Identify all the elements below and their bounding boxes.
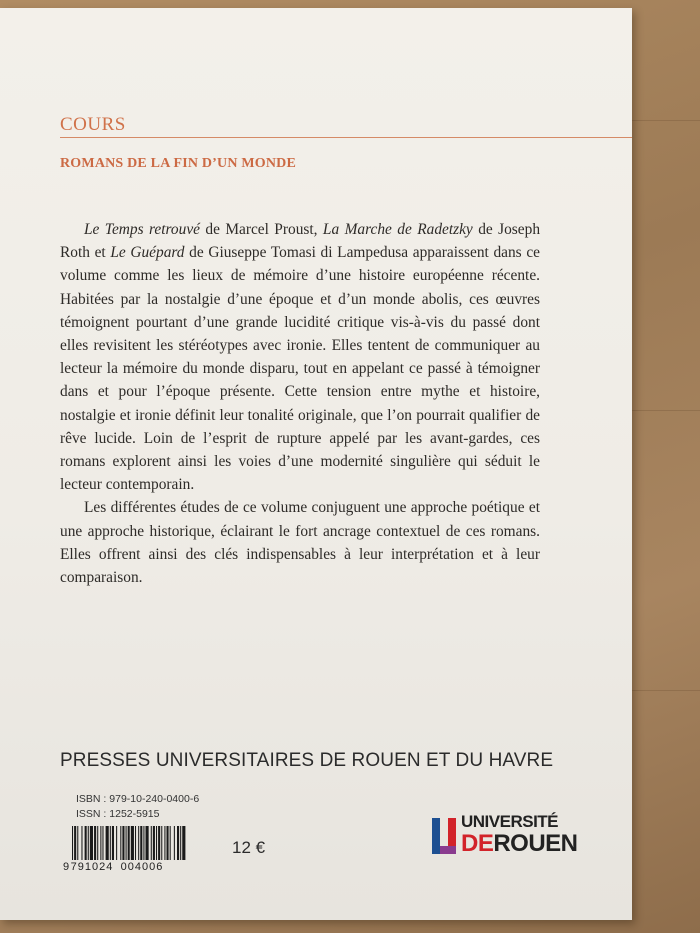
- logo-mark-bar-purple: [440, 846, 456, 854]
- barcode-bar: [94, 826, 96, 860]
- barcode-bar: [106, 826, 109, 860]
- barcode-bar: [167, 826, 169, 860]
- blurb-text-fragment: de Giuseppe Tomasi di Lampedusa apparaissent dans ce volume comme les lieux de mémoire d’une histoire européenne récente. Habitées par la nostalgie d’une époque et d’un monde abolis, ces œuvres témoignent pourtant d’une grande lucidité critique vis-à-vis du passé dont elles revisitent les stéréotypes avec ironie. Elles tentent de communiquer au lecteur la mémoire du monde disparu, tout en appelant ce passé à témoigner dans et pour l’époque présente. Cette tension entre mythe et histoire, nostalgie et ironie définit leur tonalité originale, que l’on pourrait qualifier de rêve lucide. Loin de l’esprit de rupture appelé par les avant-gardes, ces romans explorent ainsi les voies d’une modernité singulière qui séduit le lecteur contemporain.: [60, 244, 540, 494]
- barcode-bar: [156, 826, 157, 860]
- blurb-paragraph-2: Les différentes études de ce volume conjuguent une approche poétique et une approche historique, éclairant le fort ancrage contextuel de ces romans. Elles offrent ainsi des clés indispensables à leur interprétation et à leur comparaison.: [60, 499, 540, 587]
- barcode: [62, 824, 222, 872]
- barcode-bar: [177, 826, 179, 860]
- isbn: ISBN : 979-10-240-0400-6: [76, 793, 200, 805]
- series-divider: [60, 137, 632, 138]
- barcode-bar: [161, 826, 162, 860]
- logo-text-line2: [461, 830, 578, 858]
- barcode-bar: [85, 826, 87, 860]
- barcode-bar: [112, 826, 114, 860]
- barcode-bar: [116, 826, 117, 860]
- series-label: COURS: [60, 114, 126, 135]
- logo-text-line1: UNIVERSITÉ: [461, 812, 559, 831]
- blurb-text-fragment: de Joseph Roth et: [60, 221, 541, 262]
- barcode-bar: [128, 826, 130, 860]
- barcode-bar: [180, 826, 181, 860]
- barcode-bar: [164, 826, 165, 860]
- publisher-name: PRESSES UNIVERSITAIRES DE ROUEN ET DU HAVRE: [60, 750, 554, 771]
- barcode-bar: [72, 826, 73, 860]
- barcode-bar: [120, 826, 121, 860]
- barcode-bar: [77, 826, 78, 860]
- barcode-bar: [140, 826, 142, 860]
- barcode-bar: [146, 826, 149, 860]
- title-roth: La Marche de Radetzky: [322, 221, 473, 238]
- book-back-cover: [0, 8, 632, 920]
- barcode-bar: [143, 826, 144, 860]
- logo-mark-bar-red: [448, 818, 456, 846]
- barcode-bar: [174, 826, 175, 860]
- barcode-bar: [131, 826, 134, 860]
- title-lampedusa: Le Guépard: [110, 244, 185, 262]
- barcode-digits-left: 791024: [70, 861, 114, 872]
- barcode-bar: [110, 826, 111, 860]
- blurb-text-fragment: de Marcel Proust,: [199, 221, 323, 238]
- identifier-codes: [76, 792, 199, 822]
- barcode-bar: [135, 826, 136, 860]
- barcode-bar: [88, 826, 89, 860]
- title-proust: Le Temps retrouvé: [84, 221, 200, 238]
- barcode-bar: [151, 826, 152, 860]
- logo-text-rouen: ROUEN: [493, 830, 578, 857]
- barcode-bar: [90, 826, 93, 860]
- price: 12 €: [232, 838, 266, 857]
- logo-text-de: DE: [461, 830, 494, 857]
- barcode-bar: [170, 826, 171, 860]
- barcode-bar: [182, 826, 185, 860]
- barcode-bar: [97, 826, 98, 860]
- barcode-bar: [158, 826, 160, 860]
- barcode-lead-digit: 9: [63, 861, 70, 872]
- barcode-bar: [100, 826, 101, 860]
- university-logo: [432, 812, 578, 860]
- barcode-bar: [102, 826, 103, 860]
- blurb-paragraph-1: [60, 218, 540, 496]
- book-title: ROMANS DE LA FIN D’UN MONDE: [60, 156, 297, 171]
- barcode-digits-right: 004006: [120, 861, 164, 872]
- blurb-text: [60, 218, 540, 589]
- university-logo-mark-icon: [432, 814, 458, 854]
- barcode-bar: [122, 826, 124, 860]
- logo-mark-bar-blue: [432, 818, 440, 854]
- barcode-bar: [138, 826, 139, 860]
- barcode-bar: [153, 826, 155, 860]
- barcode-bar: [74, 826, 76, 860]
- issn: ISSN : 1252-5915: [76, 808, 160, 820]
- barcode-bar: [81, 826, 82, 860]
- barcode-bar: [126, 826, 127, 860]
